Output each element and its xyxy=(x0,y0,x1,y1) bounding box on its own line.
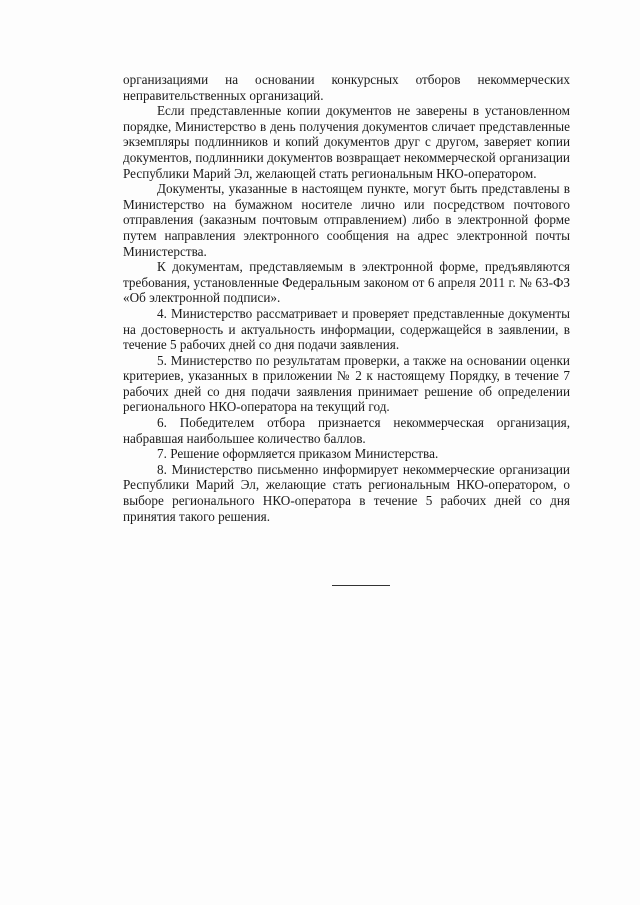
paragraph-item-5: 5. Министерство по результатам проверки, а также на основании оценки критериев, указанных в приложении № 2 к настоящему Порядку, в течение 7 рабочих дней со дня подачи заявления принимает решение об определении регионального НКО-оператора на текущий год. xyxy=(123,352,570,415)
document-body xyxy=(123,72,570,524)
paragraph-submission-methods: Документы, указанные в настоящем пункте, могут быть представлены в Министерство на бумажном носителе лично или посредством почтового отправления (заказным почтовым отправлением) либо в электронной форме путем направления электронного сообщения на адрес электронной почты Министерства. xyxy=(123,181,570,259)
paragraph-electronic-requirements: К документам, представляемым в электронной форме, предъявляются требования, установленные Федеральным законом от 6 апреля 2011 г. № 63-ФЗ «Об электронной подписи». xyxy=(123,259,570,306)
closing-divider xyxy=(332,585,390,586)
paragraph-uncertified-copies: Если представленные копии документов не заверены в установленном порядке, Министерство в день получения документов сличает представленные экземпляры подлинников и копий документов друг с другом, заверяет копии документов, подлинники документов возвращает некоммерческой организации Республики Марий Эл, желающей стать региональным НКО-оператором. xyxy=(123,103,570,181)
paragraph-item-8: 8. Министерство письменно информирует некоммерческие организации Республики Марий Эл, желающие стать региональным НКО-оператором, о выборе регионального НКО-оператора в течение 5 рабочих дней со дня принятия такого решения. xyxy=(123,461,570,524)
paragraph-continuation: организациями на основании конкурсных отборов некоммерческих неправительственных организаций. xyxy=(123,72,570,103)
paragraph-item-4: 4. Министерство рассматривает и проверяет представленные документы на достоверность и актуальность информации, содержащейся в заявлении, в течение 5 рабочих дней со дня подачи заявления. xyxy=(123,305,570,353)
paragraph-item-6: 6. Победителем отбора признается некоммерческая организация, набравшая наибольшее количество баллов. xyxy=(123,415,570,446)
paragraph-item-7: 7. Решение оформляется приказом Министерства. xyxy=(157,446,439,462)
